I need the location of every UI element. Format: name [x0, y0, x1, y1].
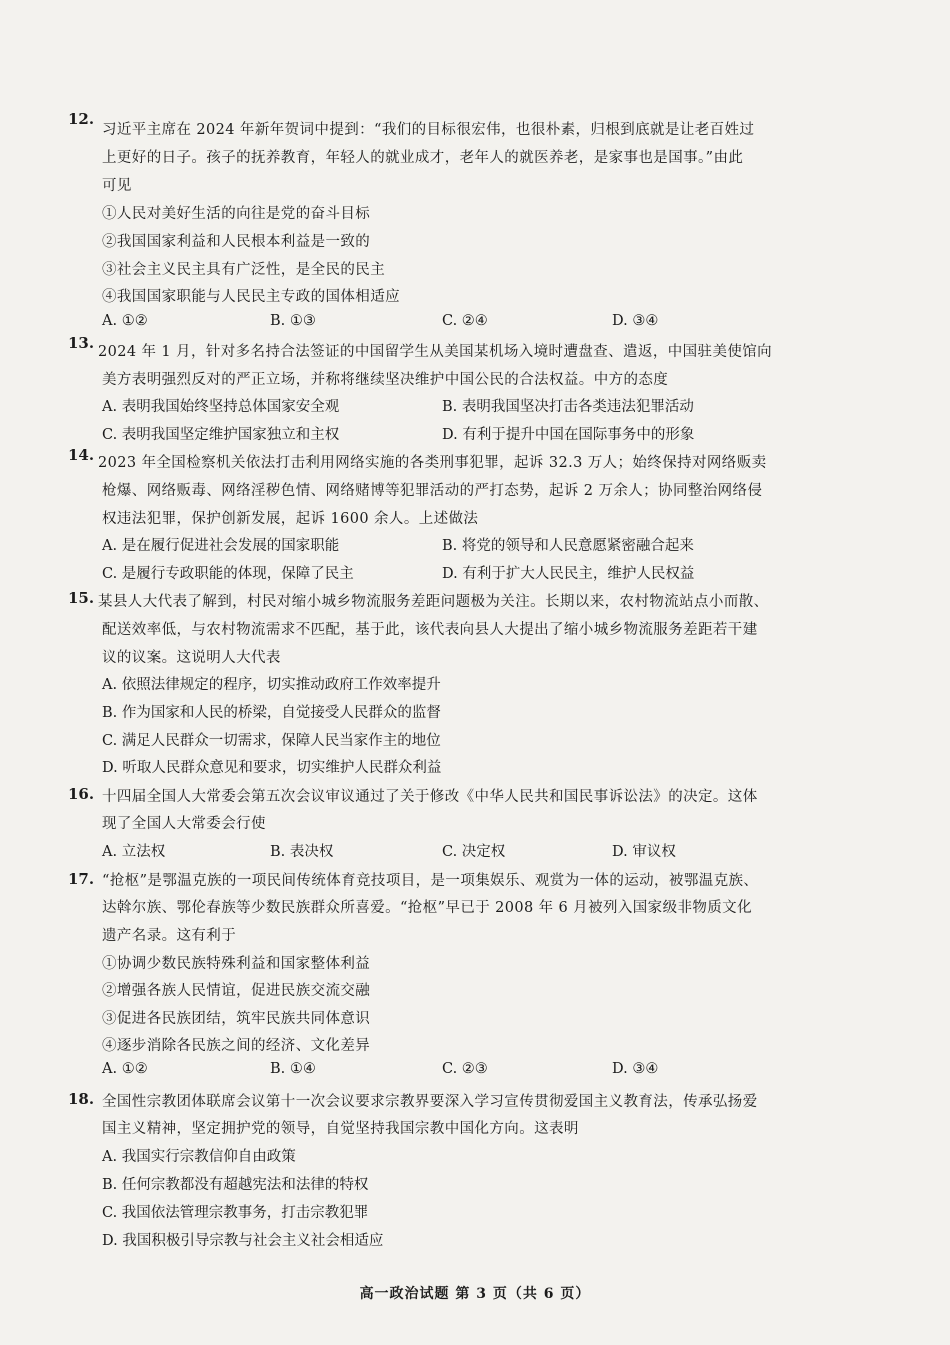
- stem-line: 达斡尔族、鄂伦春族等少数民族群众所喜爱。“抢枢”早已于 2008 年 6 月被列入国家级非物质文化: [102, 900, 752, 916]
- option-a: A. 表明我国始终坚持总体国家安全观: [102, 399, 340, 415]
- question-number: 17.: [68, 870, 95, 888]
- stem-line: 议的议案。这说明人大代表: [102, 650, 281, 666]
- option-a: A. 是在履行促进社会发展的国家职能: [102, 538, 340, 554]
- option-b: B. ①③: [270, 313, 316, 329]
- statement: ④逐步消除各民族之间的经济、文化差异: [102, 1038, 371, 1054]
- stem-line: 现了全国人大常委会行使: [102, 816, 266, 832]
- stem-line: 2024 年 1 月，针对多名持合法签证的中国留学生从美国某机场入境时遭盘查、遣返，中国驻美使馆向: [98, 344, 773, 360]
- statement: ③促进各民族团结，筑牢民族共同体意识: [102, 1011, 371, 1027]
- stem-line: 全国性宗教团体联席会议第十一次会议要求宗教界要深入学习宣传贯彻爱国主义教育法，传承弘扬爱: [102, 1094, 758, 1110]
- statement: ②我国国家利益和人民根本利益是一致的: [102, 234, 371, 250]
- option-a: A. ①②: [102, 1061, 148, 1077]
- option-d: D. 听取人民群众意见和要求，切实维护人民群众利益: [102, 760, 442, 776]
- option-b: B. 将党的领导和人民意愿紧密融合起来: [442, 538, 694, 554]
- option-d: D. 有利于提升中国在国际事务中的形象: [442, 427, 695, 443]
- option-c: C. 决定权: [442, 844, 506, 860]
- question-number: 18.: [68, 1090, 95, 1108]
- stem-line: 枪爆、网络贩毒、网络淫秽色情、网络赌博等犯罪活动的严打态势，起诉 2 万余人；协同整治网络侵: [102, 483, 763, 499]
- option-d: D. 有利于扩大人民民主，维护人民权益: [442, 566, 695, 582]
- option-a: A. ①②: [102, 313, 148, 329]
- option-c: C. 表明我国坚定维护国家独立和主权: [102, 427, 340, 443]
- question-number: 14.: [68, 446, 95, 464]
- statement: ①人民对美好生活的向往是党的奋斗目标: [102, 206, 371, 222]
- stem-line: 某县人大代表了解到，村民对缩小城乡物流服务差距问题极为关注。长期以来，农村物流站点小而散、: [98, 594, 769, 610]
- stem-line: 十四届全国人大常委会第五次会议审议通过了关于修改《中华人民共和国民事诉讼法》的决定。这体: [102, 789, 758, 805]
- statement: ①协调少数民族特殊利益和国家整体利益: [102, 956, 371, 972]
- stem-line: 权违法犯罪，保护创新发展，起诉 1600 余人。上述做法: [102, 511, 479, 527]
- stem-line: 2023 年全国检察机关依法打击利用网络实施的各类刑事犯罪，起诉 32.3 万人；始终保持对网络贩卖: [98, 455, 767, 471]
- stem-line: “抢枢”是鄂温克族的一项民间传统体育竞技项目，是一项集娱乐、观赏为一体的运动，被鄂温克族、: [102, 873, 759, 889]
- option-b: B. 任何宗教都没有超越宪法和法律的特权: [102, 1177, 369, 1193]
- page-footer: 高一政治试题 第 3 页（共 6 页）: [359, 1286, 591, 1302]
- option-c: C. ②④: [442, 313, 488, 329]
- option-a: A. 依照法律规定的程序，切实推动政府工作效率提升: [102, 677, 441, 693]
- stem-line: 可见: [102, 178, 132, 194]
- question-number: 12.: [68, 110, 95, 128]
- option-c: C. 是履行专政职能的体现，保障了民主: [102, 566, 354, 582]
- option-b: B. 表决权: [270, 844, 334, 860]
- option-b: B. ①④: [270, 1061, 316, 1077]
- stem-line: 国主义精神，坚定拥护党的领导，自觉坚持我国宗教中国化方向。这表明: [102, 1121, 579, 1137]
- statement: ③社会主义民主具有广泛性，是全民的民主: [102, 262, 386, 278]
- option-b: B. 作为国家和人民的桥梁，自觉接受人民群众的监督: [102, 705, 441, 721]
- statement: ④我国国家职能与人民民主专政的国体相适应: [102, 289, 400, 305]
- stem-line: 习近平主席在 2024 年新年贺词中提到：“我们的目标很宏伟，也很朴素，归根到底就是让老百姓过: [102, 122, 755, 138]
- option-a: A. 我国实行宗教信仰自由政策: [102, 1149, 296, 1165]
- option-c: C. 我国依法管理宗教事务，打击宗教犯罪: [102, 1205, 369, 1221]
- question-number: 13.: [68, 334, 95, 352]
- option-d: D. ③④: [612, 313, 659, 329]
- question-number: 15.: [68, 589, 95, 607]
- stem-line: 美方表明强烈反对的严正立场，并称将继续坚决维护中国公民的合法权益。中方的态度: [102, 372, 669, 388]
- option-c: C. ②③: [442, 1061, 488, 1077]
- stem-line: 遗产名录。这有利于: [102, 928, 237, 944]
- stem-line: 上更好的日子。孩子的抚养教育，年轻人的就业成才，老年人的就医养老，是家事也是国事。”由此: [102, 150, 744, 166]
- statement: ②增强各族人民情谊，促进民族交流交融: [102, 983, 371, 999]
- option-d: D. 审议权: [612, 844, 676, 860]
- option-c: C. 满足人民群众一切需求，保障人民当家作主的地位: [102, 733, 441, 749]
- stem-line: 配送效率低，与农村物流需求不匹配，基于此，该代表向县人大提出了缩小城乡物流服务差距若干建: [102, 622, 758, 638]
- option-b: B. 表明我国坚决打击各类违法犯罪活动: [442, 399, 694, 415]
- question-number: 16.: [68, 785, 95, 803]
- option-a: A. 立法权: [102, 844, 166, 860]
- option-d: D. ③④: [612, 1061, 659, 1077]
- option-d: D. 我国积极引导宗教与社会主义社会相适应: [102, 1233, 384, 1249]
